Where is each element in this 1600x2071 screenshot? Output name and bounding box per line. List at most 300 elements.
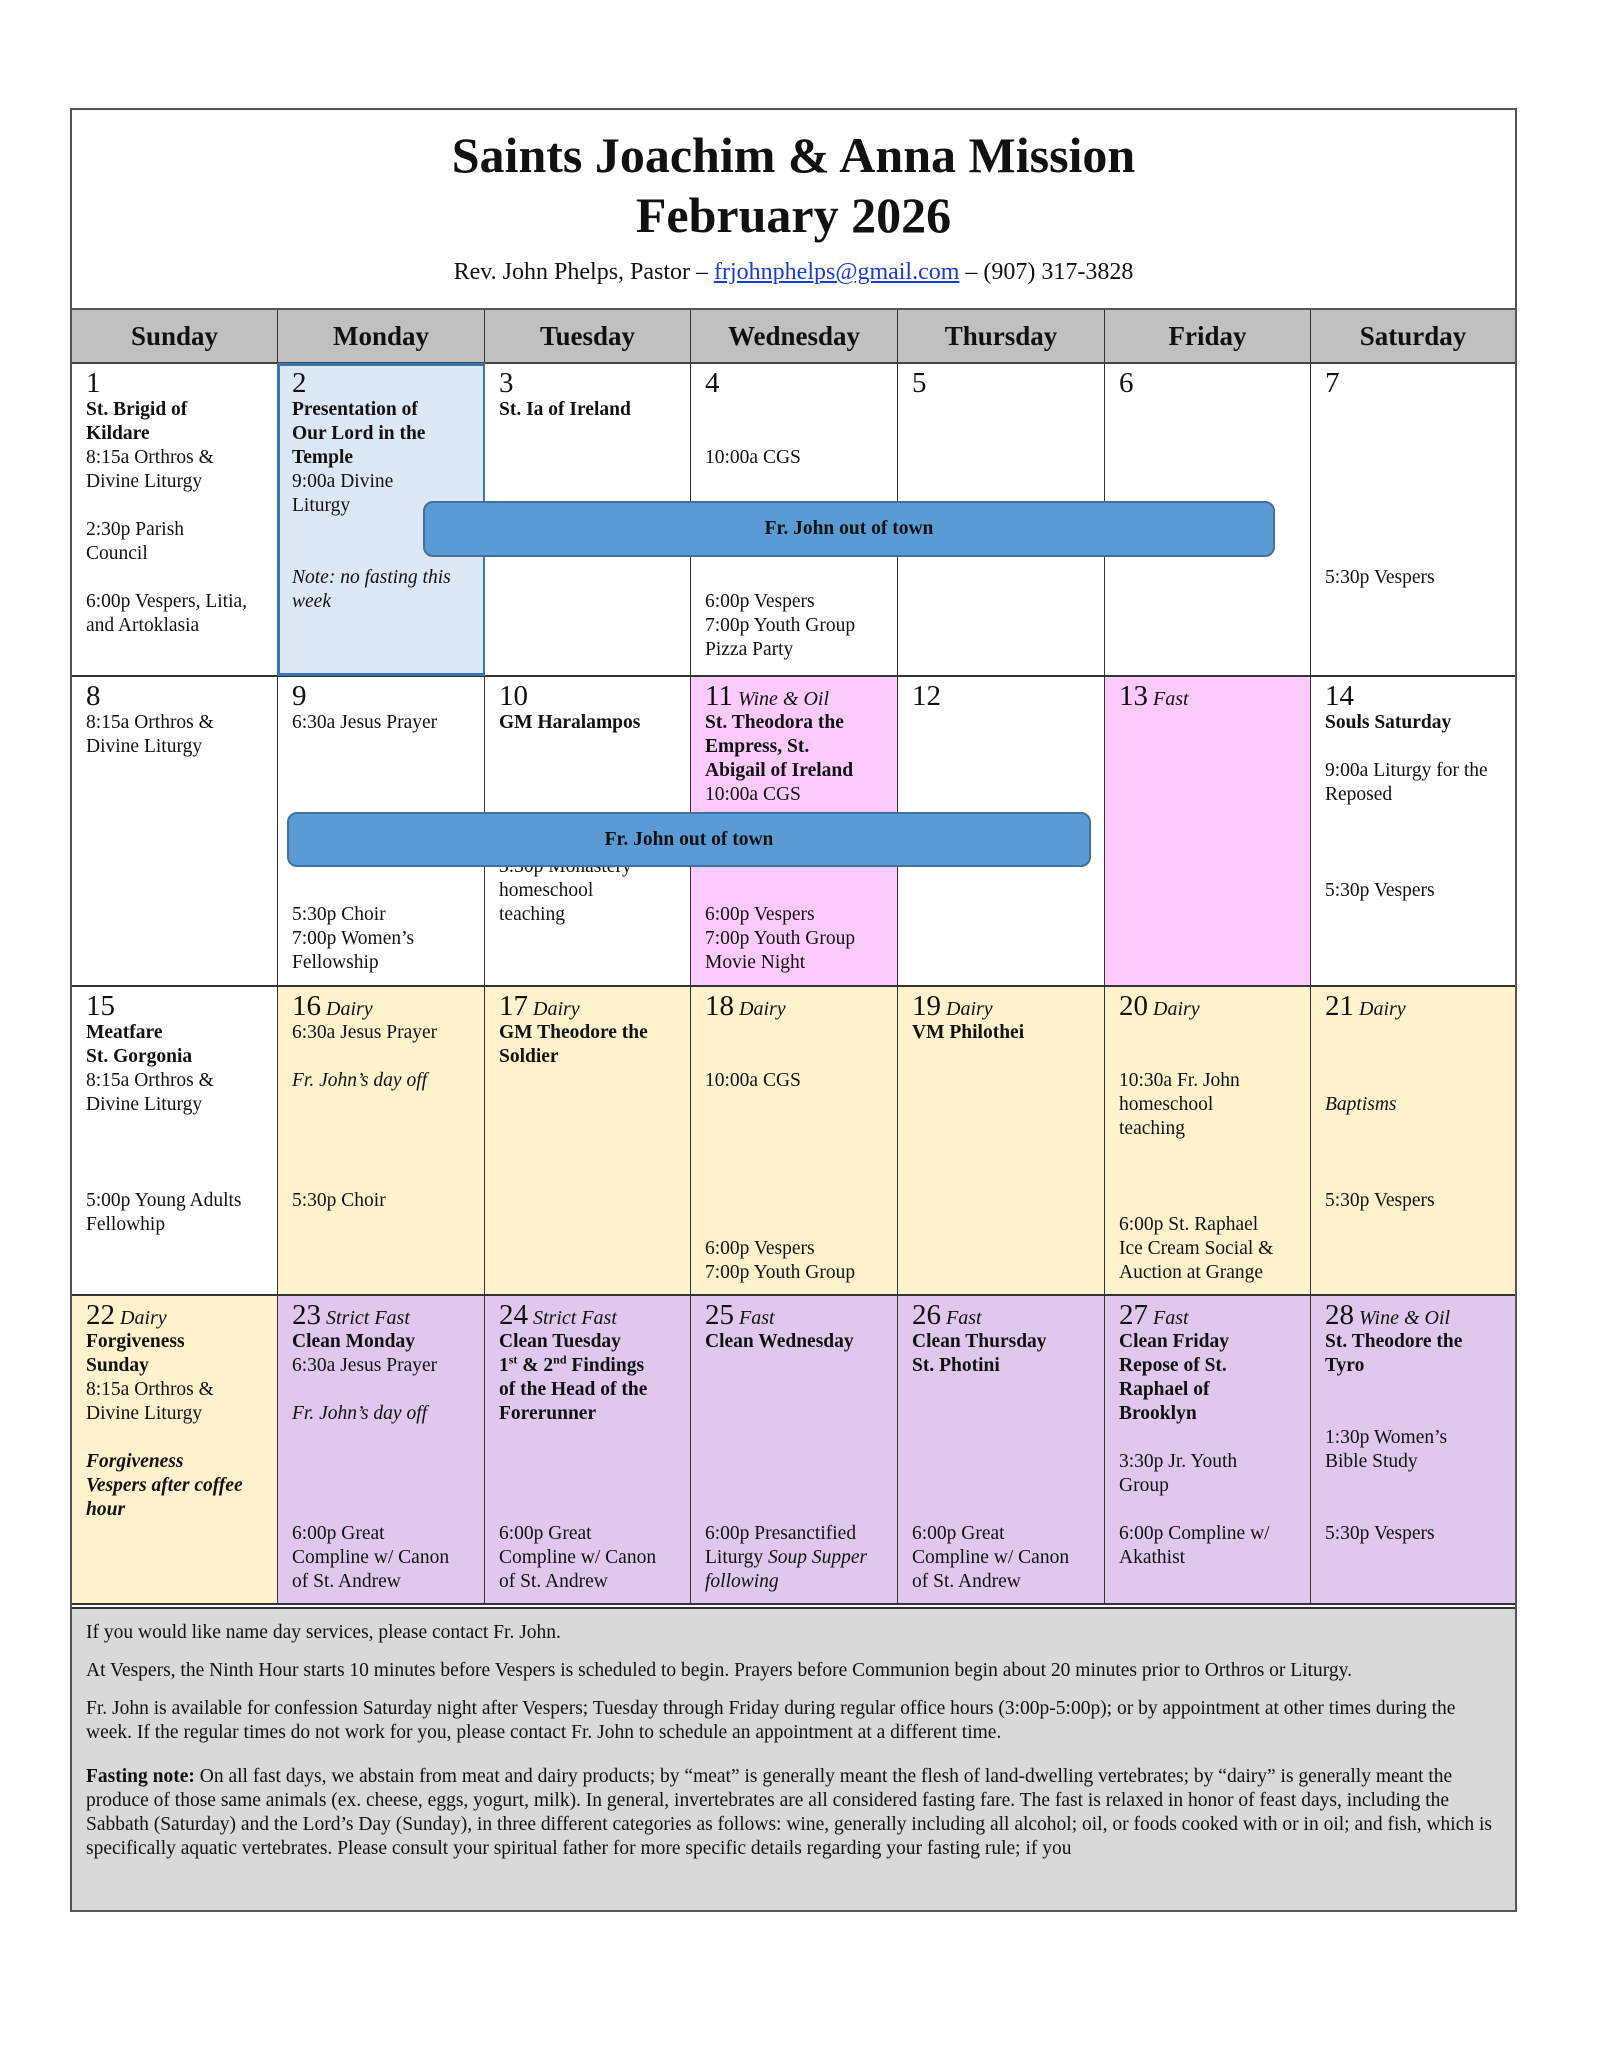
fast-tag: Dairy xyxy=(734,998,786,1020)
feast-title: St. Theodore the xyxy=(1325,1331,1463,1352)
event-line: 8:15a Orthros & xyxy=(86,1070,214,1091)
day-cell-17[interactable] xyxy=(485,987,691,1294)
day-number-text: 10 xyxy=(499,680,528,712)
spacer xyxy=(912,1450,1094,1474)
event-line: 10:00a CGS xyxy=(705,447,801,468)
day-number xyxy=(912,681,1094,711)
spacer xyxy=(705,1426,887,1450)
spacer xyxy=(1119,1045,1300,1069)
day-number-text: 28 xyxy=(1325,1299,1354,1331)
day-number xyxy=(86,681,267,711)
day-cell-21[interactable] xyxy=(1311,987,1515,1294)
spacer xyxy=(705,566,887,590)
day-number xyxy=(705,991,887,1021)
weekday-header-saturday: Saturday xyxy=(1359,320,1467,351)
spacer xyxy=(86,1141,267,1165)
day-number-text: 21 xyxy=(1325,990,1354,1022)
phone-number: – (907) 317-3828 xyxy=(959,259,1134,285)
day-cell-23[interactable] xyxy=(278,1296,485,1603)
feast-title: Abigail of Ireland xyxy=(705,760,854,781)
event-line: 5:00p Young Adults xyxy=(86,1190,242,1211)
spacer xyxy=(1325,470,1505,494)
fast-tag: Fast xyxy=(1148,1307,1189,1329)
spacer xyxy=(292,1474,474,1498)
day-number xyxy=(1325,681,1505,711)
spacer xyxy=(1119,1141,1300,1165)
week-row-4 xyxy=(72,1296,1515,1605)
feast-title: Clean Friday xyxy=(1119,1331,1229,1352)
event-line: 5:30p Choir xyxy=(292,904,386,925)
event-line: 9:00a Divine xyxy=(292,471,394,492)
day-number-text: 25 xyxy=(705,1299,734,1331)
day-number-text: 6 xyxy=(1119,367,1134,399)
spacer xyxy=(912,1402,1094,1426)
feast-title: Kildare xyxy=(86,423,150,444)
spacer xyxy=(705,470,887,494)
event-line: 8:15a Orthros & xyxy=(86,447,214,468)
weekday-header-row xyxy=(72,308,1515,364)
feast-title: Empress, St. xyxy=(705,736,810,757)
event-line: 9:00a Liturgy for the xyxy=(1325,760,1488,781)
event-line: 6:30a Jesus Prayer xyxy=(292,1355,438,1376)
day-number xyxy=(499,1300,680,1330)
day-number xyxy=(1119,368,1300,398)
day-number-text: 20 xyxy=(1119,990,1148,1022)
day-cell-7[interactable] xyxy=(1311,364,1515,675)
event-line: Movie Night xyxy=(705,952,806,973)
day-number xyxy=(912,368,1094,398)
day-number xyxy=(499,368,680,398)
day-number xyxy=(1325,991,1505,1021)
weekday-header-friday: Friday xyxy=(1105,310,1311,362)
spacer xyxy=(1325,807,1505,831)
mission-name: Saints Joachim & Anna Mission xyxy=(451,127,1136,183)
day-cell-14[interactable] xyxy=(1311,677,1515,985)
day-cell-22[interactable] xyxy=(72,1296,278,1603)
pastor-label: Rev. John Phelps, Pastor – xyxy=(453,259,715,285)
fast-tag: Dairy xyxy=(115,1307,167,1329)
spacer xyxy=(292,1093,474,1117)
day-number-text: 22 xyxy=(86,1299,115,1331)
event-line: 7:00p Youth Group xyxy=(705,615,856,636)
spacer xyxy=(292,1165,474,1189)
day-cell-28[interactable] xyxy=(1311,1296,1515,1603)
spacer xyxy=(1325,1021,1505,1045)
spacer xyxy=(1325,542,1505,566)
note-confession: Fr. John is available for confession Saturday night after Vespers; Tuesday through Friday during regular office hours (3:00p-5:00p); or by appointment at other times during the week. If the regular times do not work for you, please contact Fr. John to schedule an appointment at a different time. xyxy=(86,1698,1456,1743)
spacer xyxy=(1325,422,1505,446)
event-line: 10:30a Fr. John xyxy=(1119,1070,1240,1091)
spacer xyxy=(1119,1426,1300,1450)
event-line: Divine Liturgy xyxy=(86,1403,203,1424)
day-number xyxy=(292,368,474,398)
day-number xyxy=(292,991,474,1021)
feast-title: Clean Tuesday xyxy=(499,1331,621,1352)
spacer xyxy=(292,783,474,807)
feast-title: Forerunner xyxy=(499,1403,597,1424)
event-line: Liturgy Soup Supper xyxy=(705,1547,868,1568)
day-number-text: 13 xyxy=(1119,680,1148,712)
event-line: Liturgy xyxy=(292,495,351,516)
fasting-text: On all fast days, we abstain from meat and dairy products; by “meat” is generally meant the flesh of land-dwelling vertebrates; by “dairy” is generally meant the produce of those same animals (ex. cheese, eggs, yogurt, milk). In general, invertebrates are all considered fasting fare. The fast is relaxed in honor of feast days, including the Sabbath (Saturday) and the Lord’s Day (Sunday), in three different categories as follows: wine, generally including all alcohol; oil, or foods cooked with or in oil; and fish, which is specifically aquatic vertebrates. Please consult your spiritual father for more specific details regarding your fasting rule; if you xyxy=(86,1766,1493,1859)
event-line: 6:00p Vespers xyxy=(705,1238,815,1259)
event-line: Akathist xyxy=(1119,1547,1186,1568)
spacer xyxy=(705,1474,887,1498)
day-cell-27[interactable] xyxy=(1105,1296,1311,1603)
event-line: teaching xyxy=(1119,1118,1186,1139)
event-line: 6:00p Great xyxy=(292,1523,385,1544)
event-line: 6:00p Vespers xyxy=(705,904,815,925)
event-line: 5:30p Choir xyxy=(292,1190,386,1211)
event-line: Group xyxy=(1119,1475,1169,1496)
weekday-header-sunday: Sunday xyxy=(72,310,278,362)
feast-title: VM Philothei xyxy=(912,1022,1025,1043)
fast-tag: Dairy xyxy=(528,998,580,1020)
spacer xyxy=(705,1117,887,1141)
event-line: Auction at Grange xyxy=(1119,1262,1264,1283)
event-line: Compline w/ Canon xyxy=(912,1547,1070,1568)
event-line: teaching xyxy=(499,904,566,925)
event-line: Vespers after coffee xyxy=(86,1475,243,1496)
day-number xyxy=(499,991,680,1021)
event-line: 7:00p Youth Group xyxy=(705,1262,856,1283)
event-line: Bible Study xyxy=(1325,1451,1418,1472)
feast-title: Brooklyn xyxy=(1119,1403,1197,1424)
spacer xyxy=(499,735,680,759)
spacer xyxy=(86,566,267,590)
spacer xyxy=(705,1165,887,1189)
feast-title: Raphael of xyxy=(1119,1379,1210,1400)
event-line: 6:00p Great xyxy=(499,1523,592,1544)
spacer xyxy=(705,1189,887,1213)
spacer xyxy=(705,1354,887,1378)
day-cell-25[interactable] xyxy=(691,1296,898,1603)
event-line: 7:00p Youth Group xyxy=(705,928,856,949)
spacer xyxy=(912,1378,1094,1402)
feast-title: Clean Thursday xyxy=(912,1331,1047,1352)
calendar-page xyxy=(70,108,1517,1912)
spacer xyxy=(86,494,267,518)
spacer xyxy=(292,759,474,783)
day-number xyxy=(912,1300,1094,1330)
day-number-text: 9 xyxy=(292,680,307,712)
spacer xyxy=(292,1426,474,1450)
event-line: week xyxy=(292,591,331,612)
spacer xyxy=(292,735,474,759)
day-number xyxy=(86,368,267,398)
feast-title: Tyro xyxy=(1325,1355,1365,1376)
feast-title: 1st & 2nd Findings xyxy=(499,1352,645,1376)
event-line: 6:00p Presanctified xyxy=(705,1523,857,1544)
event-line: 6:30a Jesus Prayer xyxy=(292,1022,438,1043)
fast-tag: Fast xyxy=(734,1307,775,1329)
fast-tag: Wine & Oil xyxy=(732,688,830,710)
event-line: 6:00p Compline w/ xyxy=(1119,1523,1270,1544)
feast-title: St. Gorgonia xyxy=(86,1046,193,1067)
day-number xyxy=(292,1300,474,1330)
spacer xyxy=(292,1117,474,1141)
spacer xyxy=(292,1498,474,1522)
spacer xyxy=(1325,494,1505,518)
spacer xyxy=(912,1474,1094,1498)
spacer xyxy=(1325,735,1505,759)
feast-title: Forgiveness xyxy=(86,1331,185,1352)
spacer xyxy=(705,1402,887,1426)
event-line: 6:00p Vespers xyxy=(705,591,815,612)
event-line: Fr. John’s day off xyxy=(292,1403,428,1424)
title-block xyxy=(72,110,1515,308)
spacer xyxy=(705,1498,887,1522)
spacer xyxy=(499,1450,680,1474)
event-line: 5:30p Vespers xyxy=(1325,567,1435,588)
feast-title: GM Theodore the xyxy=(499,1022,648,1043)
spacer xyxy=(912,1426,1094,1450)
day-number xyxy=(292,681,474,711)
page-title xyxy=(72,125,1515,245)
feast-title: St. Brigid of xyxy=(86,399,188,420)
spacer xyxy=(705,398,887,422)
event-line: 5:30p Vespers xyxy=(1325,1523,1435,1544)
day-number-text: 2 xyxy=(292,367,307,399)
note-name-day: If you would like name day services, please contact Fr. John. xyxy=(86,1622,561,1643)
spacer xyxy=(1325,1117,1505,1141)
event-line: 7:00p Women’s xyxy=(292,928,415,949)
day-number xyxy=(705,681,887,711)
spacer xyxy=(1325,1069,1505,1093)
spacer xyxy=(705,1093,887,1117)
day-cell-15[interactable] xyxy=(72,987,278,1294)
fast-tag: Wine & Oil xyxy=(1354,1307,1451,1329)
spacer xyxy=(292,1141,474,1165)
day-number xyxy=(1119,991,1300,1021)
day-number-text: 19 xyxy=(912,990,941,1022)
note-fasting xyxy=(86,1765,1501,1861)
spacer xyxy=(1325,1141,1505,1165)
spacer xyxy=(1119,1189,1300,1213)
feast-title: Temple xyxy=(292,447,354,468)
event-line: 10:00a CGS xyxy=(705,784,801,805)
day-number-text: 8 xyxy=(86,680,101,712)
event-line: Fellowhip xyxy=(86,1214,166,1235)
out-of-town-banner[interactable]: Fr. John out of town xyxy=(423,501,1275,557)
day-number-text: 4 xyxy=(705,367,720,399)
spacer xyxy=(292,1045,474,1069)
day-cell-24[interactable] xyxy=(485,1296,691,1603)
fast-tag: Dairy xyxy=(941,998,993,1020)
spacer xyxy=(1325,446,1505,470)
fast-tag: Strict Fast xyxy=(528,1307,617,1329)
note-vespers: At Vespers, the Ninth Hour starts 10 minutes before Vespers is scheduled to begin. Prayers before Communion begin about 20 minutes prior to Orthros or Liturgy. xyxy=(86,1660,1353,1681)
spacer xyxy=(1119,1498,1300,1522)
feast-title: St. Theodora the xyxy=(705,712,844,733)
day-cell-16[interactable] xyxy=(278,987,485,1294)
feast-title: Our Lord in the xyxy=(292,423,426,444)
event-line: 6:00p Vespers, Litia, xyxy=(86,591,248,612)
spacer xyxy=(705,1213,887,1237)
spacer xyxy=(705,1378,887,1402)
event-line: Compline w/ Canon xyxy=(292,1547,450,1568)
event-line: 3:30p Jr. Youth xyxy=(1119,1451,1238,1472)
spacer xyxy=(1325,1045,1505,1069)
spacer xyxy=(1325,1402,1505,1426)
event-line: Pizza Party xyxy=(705,639,794,660)
day-number-text: 27 xyxy=(1119,1299,1148,1331)
event-line: Note: no fasting this xyxy=(292,567,451,588)
event-line: of St. Andrew xyxy=(499,1571,608,1592)
day-number xyxy=(705,368,887,398)
fast-tag: Dairy xyxy=(321,998,373,1020)
day-number-text: 17 xyxy=(499,990,528,1022)
event-line: 2:30p Parish xyxy=(86,519,185,540)
spacer xyxy=(1325,518,1505,542)
day-number-text: 23 xyxy=(292,1299,321,1331)
email-link[interactable]: frjohnphelps@gmail.com xyxy=(714,259,960,285)
day-number xyxy=(499,681,680,711)
feast-title: GM Haralampos xyxy=(499,712,641,733)
spacer xyxy=(1325,1498,1505,1522)
day-number-text: 11 xyxy=(705,680,733,712)
event-line: of St. Andrew xyxy=(912,1571,1021,1592)
day-number-text: 3 xyxy=(499,367,514,399)
fast-tag: Fast xyxy=(941,1307,982,1329)
spacer xyxy=(1325,398,1505,422)
event-line: homeschool xyxy=(1119,1094,1214,1115)
feast-title: Sunday xyxy=(86,1355,149,1376)
notes-footer xyxy=(72,1607,1515,1910)
spacer xyxy=(705,422,887,446)
out-of-town-banner[interactable]: Fr. John out of town xyxy=(287,812,1091,867)
event-line: Divine Liturgy xyxy=(86,1094,203,1115)
spacer xyxy=(705,1450,887,1474)
day-cell-26[interactable] xyxy=(898,1296,1105,1603)
spacer xyxy=(1325,1378,1505,1402)
day-number-text: 18 xyxy=(705,990,734,1022)
event-line: Baptisms xyxy=(1325,1094,1397,1115)
day-cell-20[interactable] xyxy=(1105,987,1311,1294)
feast-title: Meatfare xyxy=(86,1022,163,1043)
day-number-text: 26 xyxy=(912,1299,941,1331)
event-line: Reposed xyxy=(1325,784,1393,805)
event-line: Divine Liturgy xyxy=(86,471,203,492)
event-line: following xyxy=(705,1571,779,1592)
feast-title: St. Ia of Ireland xyxy=(499,399,631,420)
spacer xyxy=(86,1165,267,1189)
event-line: Fr. John’s day off xyxy=(292,1070,428,1091)
day-number xyxy=(912,991,1094,1021)
spacer xyxy=(292,1450,474,1474)
weekday-header-monday: Monday xyxy=(278,310,485,362)
day-number xyxy=(86,1300,267,1330)
spacer xyxy=(292,879,474,903)
spacer xyxy=(86,1117,267,1141)
spacer xyxy=(1119,1021,1300,1045)
event-line: Compline w/ Canon xyxy=(499,1547,657,1568)
day-number xyxy=(1325,368,1505,398)
spacer xyxy=(1325,831,1505,855)
day-number xyxy=(1325,1300,1505,1330)
month-title: February 2026 xyxy=(635,187,952,243)
day-number-text: 5 xyxy=(912,367,927,399)
day-cell-19[interactable] xyxy=(898,987,1105,1294)
spacer xyxy=(1325,1474,1505,1498)
week-row-3 xyxy=(72,987,1515,1296)
spacer xyxy=(705,1141,887,1165)
spacer xyxy=(499,783,680,807)
spacer xyxy=(912,1498,1094,1522)
spacer xyxy=(1325,855,1505,879)
event-line: 8:15a Orthros & xyxy=(86,712,214,733)
feast-title: Soldier xyxy=(499,1046,559,1067)
weekday-header-wednesday: Wednesday xyxy=(691,310,898,362)
day-number-text: 14 xyxy=(1325,680,1354,712)
event-line: 1:30p Women’s xyxy=(1325,1427,1448,1448)
feast-title: Clean Monday xyxy=(292,1331,415,1352)
day-cell-8[interactable] xyxy=(72,677,278,985)
spacer xyxy=(499,759,680,783)
spacer xyxy=(1325,1165,1505,1189)
spacer xyxy=(705,1045,887,1069)
event-line: of St. Andrew xyxy=(292,1571,401,1592)
spacer xyxy=(1119,1165,1300,1189)
event-line: 6:00p Great xyxy=(912,1523,1005,1544)
event-line: Council xyxy=(86,543,148,564)
feast-title: St. Photini xyxy=(912,1355,1000,1376)
fast-tag: Dairy xyxy=(1148,998,1200,1020)
day-number-text: 1 xyxy=(86,367,101,399)
event-line: homeschool xyxy=(499,880,594,901)
day-cell-18[interactable] xyxy=(691,987,898,1294)
event-line: 5:30p Vespers xyxy=(1325,1190,1435,1211)
feast-title: Clean Wednesday xyxy=(705,1331,854,1352)
event-line: Divine Liturgy xyxy=(86,736,203,757)
day-number-text: 7 xyxy=(1325,367,1340,399)
event-line: Forgiveness xyxy=(86,1451,184,1472)
day-number xyxy=(1119,1300,1300,1330)
event-line: and Artoklasia xyxy=(86,615,200,636)
fast-tag: Fast xyxy=(1148,688,1189,710)
event-line: Ice Cream Social & xyxy=(1119,1238,1274,1259)
event-line: hour xyxy=(86,1499,126,1520)
fast-tag: Dairy xyxy=(1354,998,1406,1020)
day-number xyxy=(86,991,267,1021)
day-number-text: 15 xyxy=(86,990,115,1022)
event-line: 6:00p St. Raphael xyxy=(1119,1214,1259,1235)
weekday-header-tuesday: Tuesday xyxy=(485,310,691,362)
feast-title: Souls Saturday xyxy=(1325,712,1452,733)
feast-title: of the Head of the xyxy=(499,1379,648,1400)
day-number xyxy=(705,1300,887,1330)
spacer xyxy=(499,1426,680,1450)
feast-title: Presentation of xyxy=(292,399,418,420)
fast-tag: Strict Fast xyxy=(321,1307,410,1329)
spacer xyxy=(705,879,887,903)
fasting-label: Fasting note: xyxy=(86,1766,195,1787)
day-cell-13[interactable] xyxy=(1105,677,1311,985)
contact-line xyxy=(72,259,1515,286)
event-line: Fellowship xyxy=(292,952,379,973)
day-number xyxy=(1119,681,1300,711)
spacer xyxy=(705,1021,887,1045)
weekday-header-thursday: Thursday xyxy=(898,310,1105,362)
event-line: 5:30p Vespers xyxy=(1325,880,1435,901)
day-cell-1[interactable] xyxy=(72,364,278,675)
spacer xyxy=(292,1378,474,1402)
day-number-text: 12 xyxy=(912,680,941,712)
event-line: 8:15a Orthros & xyxy=(86,1379,214,1400)
event-line: 6:30a Jesus Prayer xyxy=(292,712,438,733)
spacer xyxy=(499,1474,680,1498)
spacer xyxy=(499,1498,680,1522)
